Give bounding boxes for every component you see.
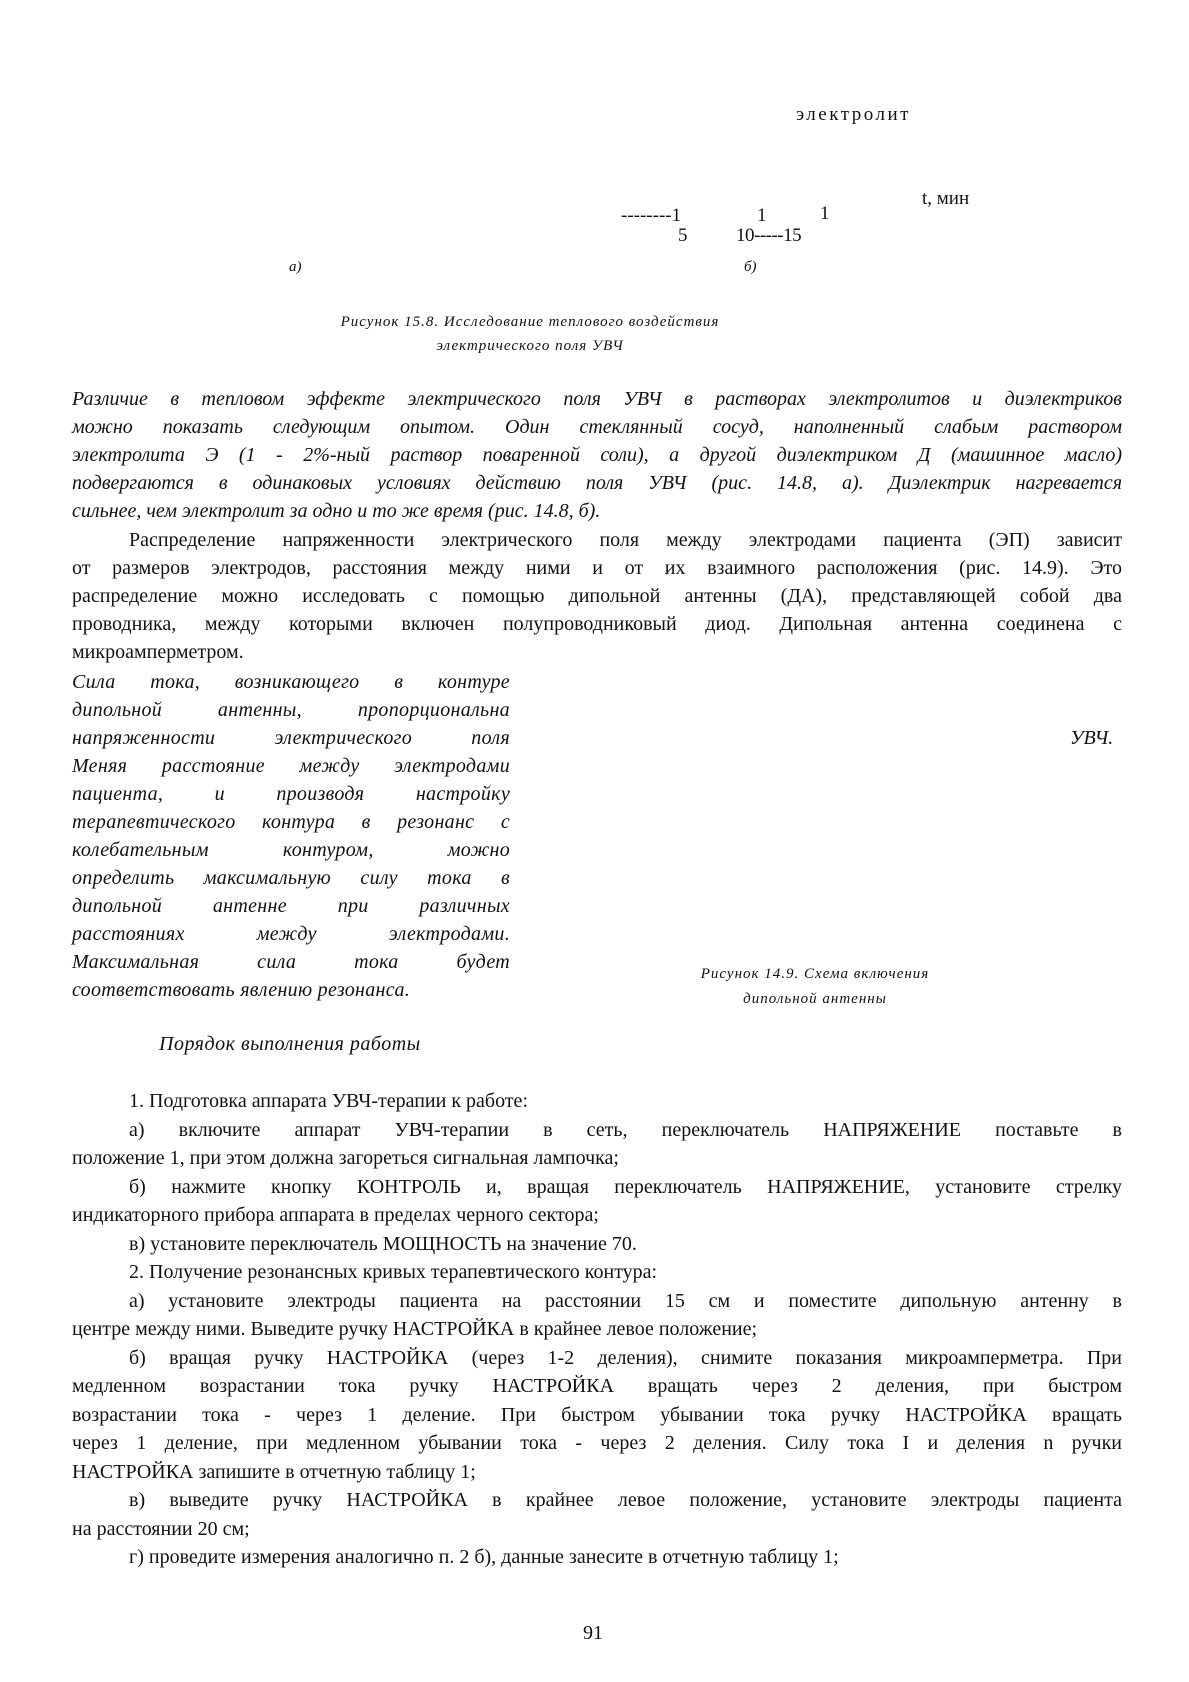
paragraph-line: от размеров электродов, расстояния между ними и от их взаимного расположения (рис. 14.9). Это xyxy=(72,557,1122,579)
paragraph-line: распределение можно исследовать с помощью дипольной антенны (ДА), представляющей собой два xyxy=(72,585,1122,607)
column-line: Сила тока, возникающего в контуре xyxy=(72,671,510,693)
step-2a xyxy=(72,1287,1122,1344)
column-line: пациента, и производя настройку xyxy=(72,783,510,805)
column-line: Максимальная сила тока будет xyxy=(72,951,510,973)
figure-15-8-caption xyxy=(300,310,760,358)
paragraph-line: микроамперметром. xyxy=(72,641,244,663)
tick-label: 5 xyxy=(678,225,688,246)
tick-label: 1 xyxy=(820,203,830,224)
step-line: индикаторного прибора аппарата в пределах черного сектора; xyxy=(72,1204,599,1226)
time-axis-label: t, мин xyxy=(922,188,970,209)
column-line: расстояниях между электродами. xyxy=(72,923,510,945)
field-distribution-paragraph xyxy=(72,526,1122,666)
caption-line: электрического поля УВЧ xyxy=(436,338,624,354)
electrolyte-label: электролит xyxy=(796,104,911,125)
step-1c xyxy=(72,1230,1122,1259)
tick-label: --------1 xyxy=(621,205,682,226)
step-line: через 1 деление, при медленном убывании тока - через 2 деления. Силу тока I и деления n ручки xyxy=(72,1432,1122,1454)
step-line: б) вращая ручку НАСТРОЙКА (через 1-2 деления), снимите показания микроамперметра. При xyxy=(129,1346,1122,1369)
tick-label: 10-----15 xyxy=(736,225,802,246)
step-line: положение 1, при этом должна загореться сигнальная лампочка; xyxy=(72,1147,619,1169)
paragraph-line: проводника, между которыми включен полупроводниковый диод. Дипольная антенна соединена с xyxy=(72,613,1122,635)
caption-line: Рисунок 14.9. Схема включения xyxy=(700,966,930,982)
paragraph-line: подвергаются в одинаковых условиях действию поля УВЧ (рис. 14.8, а). Диэлектрик нагревается xyxy=(72,472,1122,494)
dipole-current-column xyxy=(72,668,510,1004)
step-2d xyxy=(72,1543,1122,1572)
step-line: в) выведите ручку НАСТРОЙКА в крайнее левое положение, установите электроды пациента xyxy=(129,1489,1122,1511)
paragraph-line: Различие в тепловом эффекте электрического поля УВЧ в растворах электролитов и диэлектриков xyxy=(72,388,1122,410)
column-line: Меняя расстояние между электродами xyxy=(72,755,510,777)
page-number: 91 xyxy=(583,1622,603,1644)
panel-b-label: б) xyxy=(744,259,757,275)
caption-line: Рисунок 15.8. Исследование теплового воздействия xyxy=(340,314,720,330)
section-heading: Порядок выполнения работы xyxy=(159,1033,421,1055)
column-line: дипольной антенны, пропорциональна xyxy=(72,699,510,721)
step-line: центре между ними. Выведите ручку НАСТРОЙКА в крайнее левое положение; xyxy=(72,1318,758,1340)
paragraph-line: Распределение напряженности электрического поля между электродами пациента (ЭП) зависит xyxy=(129,529,1122,551)
paragraph-line: электролита Э (1 - 2%-ный раствор поваренной соли), а другой диэлектриком Д (машинное масло) xyxy=(72,444,1122,466)
step-1a xyxy=(72,1116,1122,1173)
step-line: в) установите переключатель МОЩНОСТЬ на значение 70. xyxy=(129,1232,637,1255)
procedure-block xyxy=(72,1087,1122,1572)
step-line: на расстоянии 20 см; xyxy=(72,1517,250,1540)
step-line: 1. Подготовка аппарата УВЧ-терапии к работе: xyxy=(129,1090,528,1112)
step-1b xyxy=(72,1173,1122,1230)
uhf-difference-paragraph xyxy=(72,385,1122,525)
step-2b xyxy=(72,1344,1122,1487)
step-2-heading xyxy=(72,1258,1122,1287)
step-line: медленном возрастании тока ручку НАСТРОЙКА вращать через 2 деления, при быстром xyxy=(72,1375,1122,1397)
tick-label: 1 xyxy=(757,205,767,226)
step-line: возрастании тока - через 1 деление. При быстром убывании тока ручку НАСТРОЙКА вращать xyxy=(72,1403,1122,1426)
step-line: б) нажмите кнопку КОНТРОЛЬ и, вращая переключатель НАПРЯЖЕНИЕ, установите стрелку xyxy=(129,1175,1122,1198)
panel-a-label: а) xyxy=(289,259,302,275)
column-line: колебательным контуром, можно xyxy=(72,839,510,861)
column-line: определить максимальную силу тока в xyxy=(72,867,510,889)
step-line: г) проведите измерения аналогично п. 2 б), данные занесите в отчетную таблицу 1; xyxy=(129,1546,839,1568)
caption-line: дипольной антенны xyxy=(743,991,887,1007)
uvch-label: УВЧ. xyxy=(1070,727,1114,749)
column-line: дипольной антенне при различных xyxy=(72,895,510,917)
paragraph-line: можно показать следующим опытом. Один стеклянный сосуд, наполненный слабым раствором xyxy=(72,416,1122,438)
figure-14-9-caption xyxy=(660,962,970,1012)
step-1-heading xyxy=(72,1087,1122,1116)
column-line: напряженности электрического поля xyxy=(72,727,510,749)
step-line: 2. Получение резонансных кривых терапевтического контура: xyxy=(129,1261,658,1283)
step-line: а) установите электроды пациента на расстоянии 15 см и поместите дипольную антенну в xyxy=(129,1289,1122,1312)
column-line: терапевтического контура в резонанс с xyxy=(72,811,510,833)
step-line: а) включите аппарат УВЧ-терапии в сеть, переключатель НАПРЯЖЕНИЕ поставьте в xyxy=(129,1118,1122,1141)
step-line: НАСТРОЙКА запишите в отчетную таблицу 1; xyxy=(72,1460,476,1483)
column-line: соответствовать явлению резонанса. xyxy=(72,979,411,1001)
paragraph-line: сильнее, чем электролит за одно и то же время (рис. 14.8, б). xyxy=(72,500,601,522)
step-2c xyxy=(72,1486,1122,1543)
